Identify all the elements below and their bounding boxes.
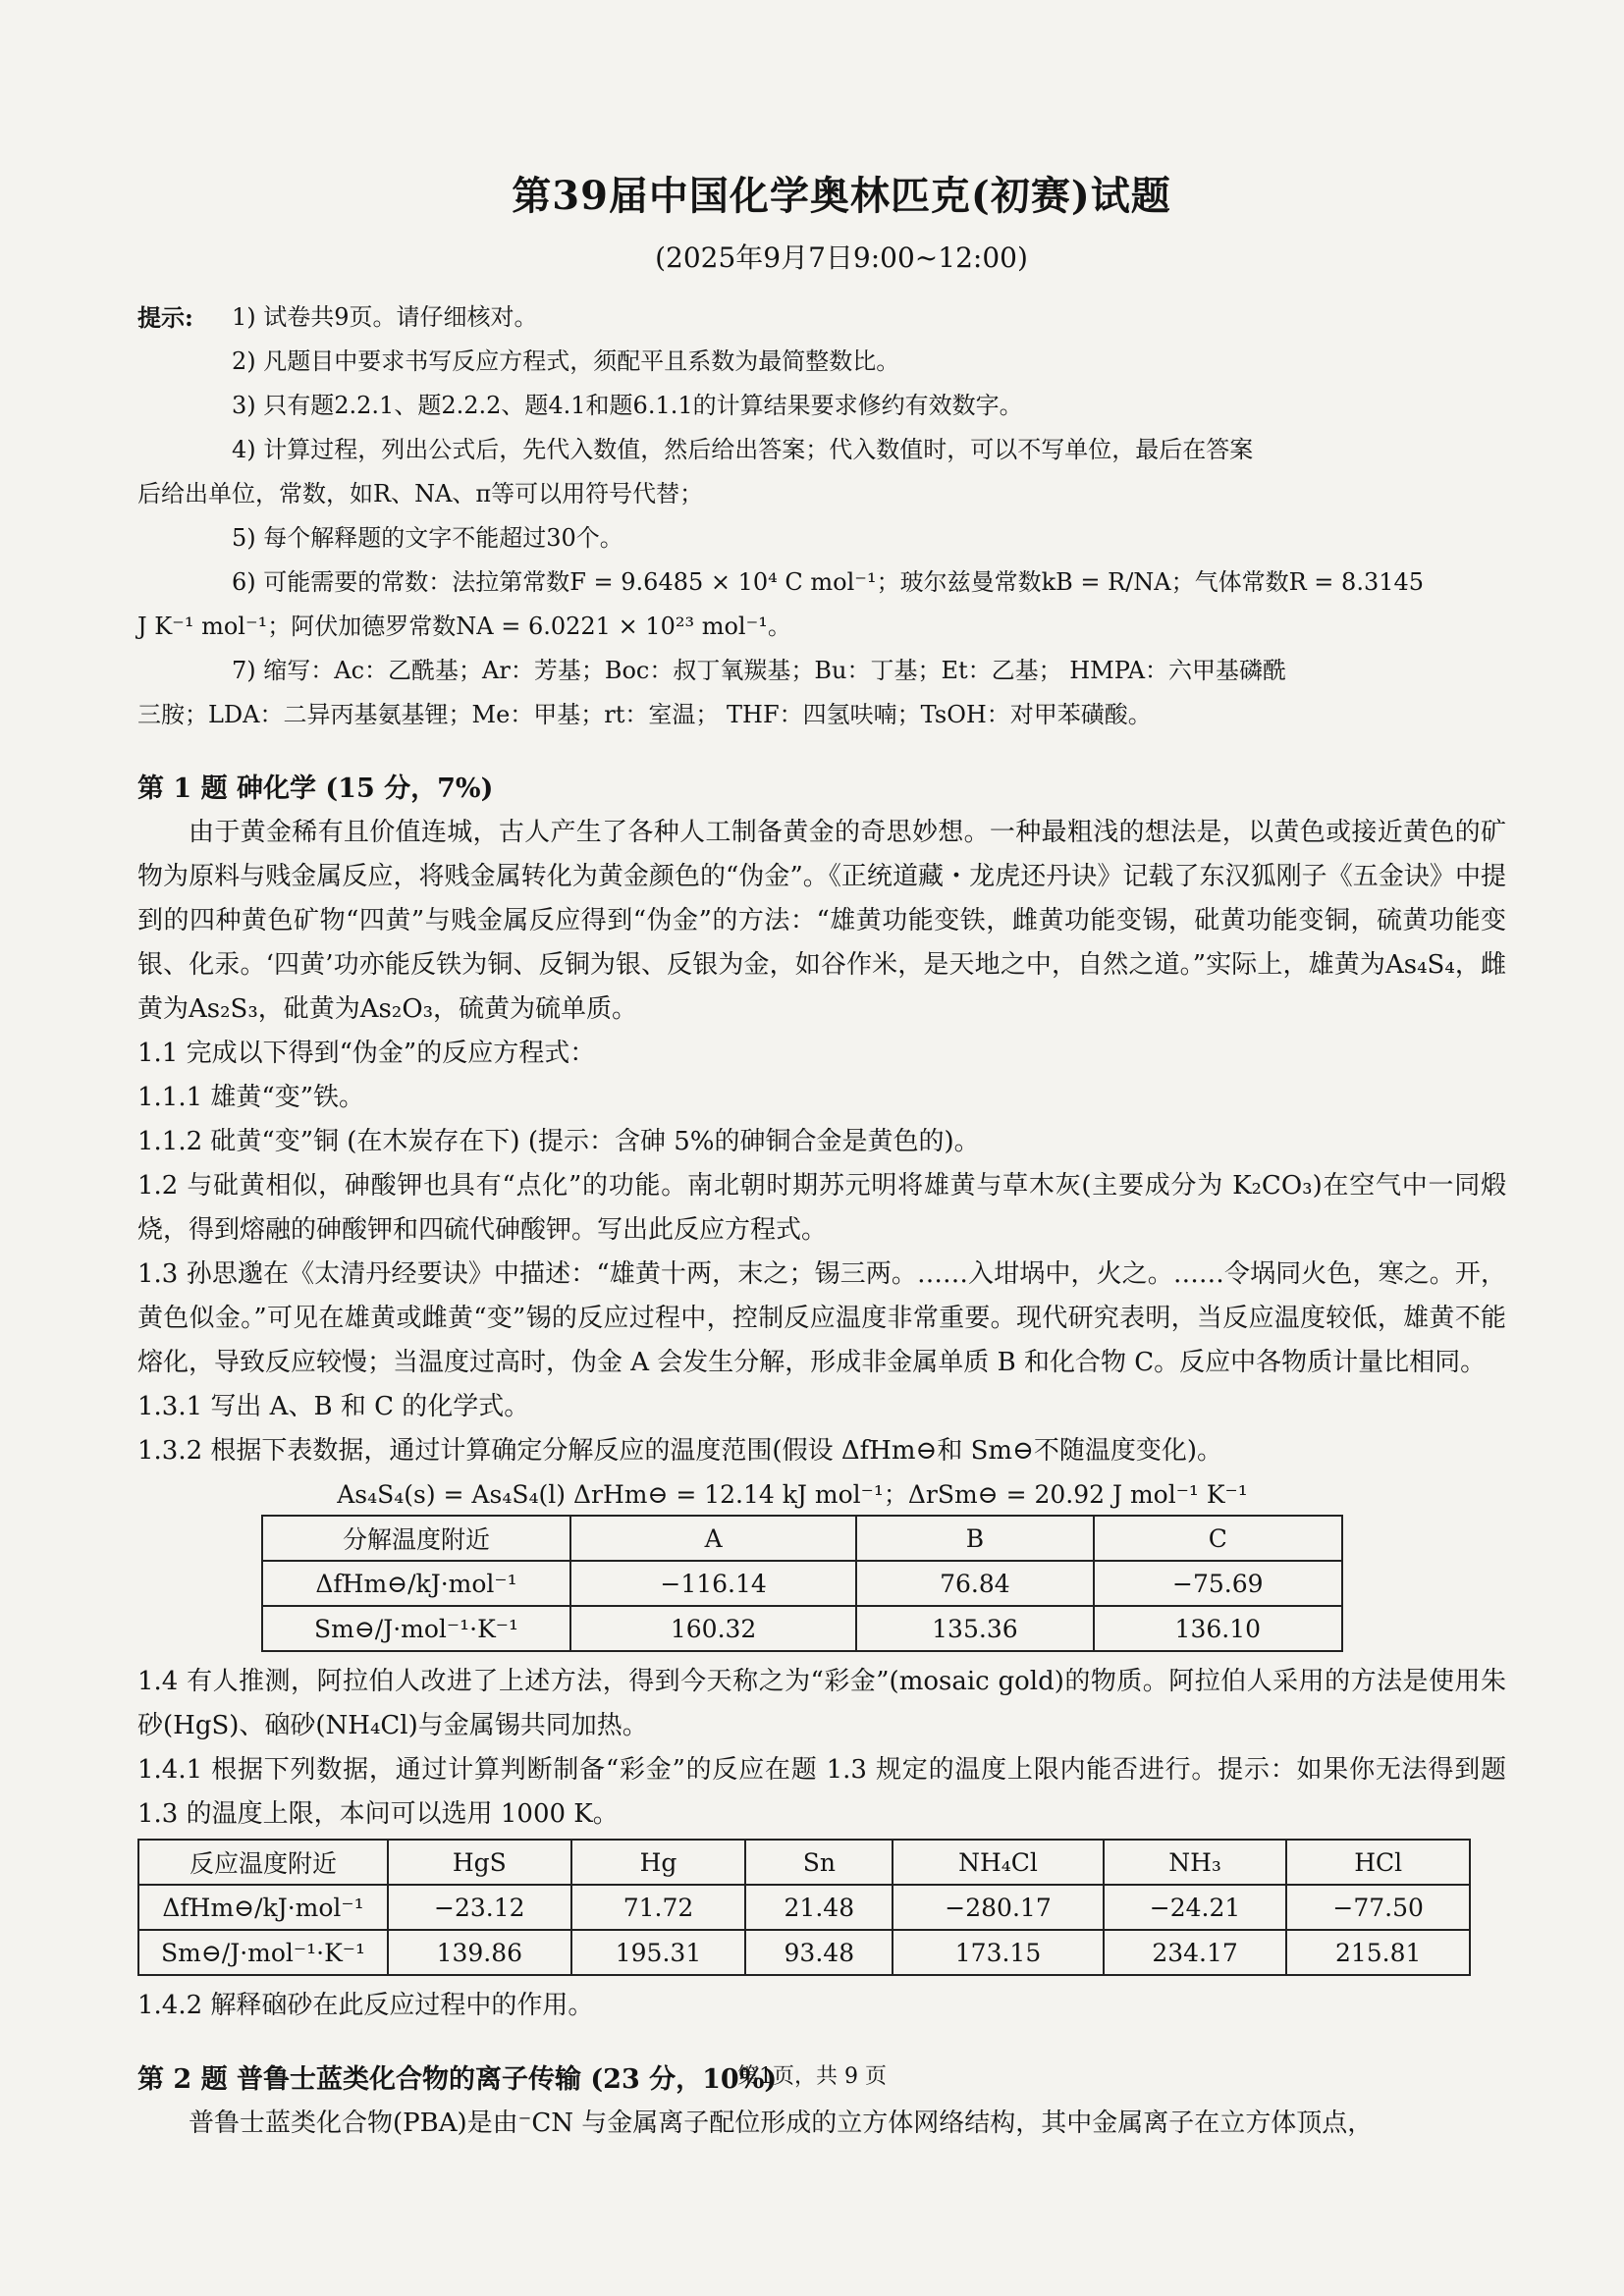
table-header-row	[262, 1516, 1342, 1561]
table-cell: 76.84	[856, 1561, 1093, 1606]
hint-item: 2) 凡题目中要求书写反应方程式，须配平且系数为最简整数比。	[232, 347, 900, 375]
table-cell: 234.17	[1104, 1930, 1287, 1975]
page-number: 第1页，共 9 页	[737, 2064, 887, 2089]
table-cell: ΔfHm⊖/kJ·mol⁻¹	[262, 1561, 570, 1606]
hint-item-continuation: J K⁻¹ mol⁻¹；阿伏加德罗常数NA = 6.0221 × 10²³ mol⁻¹。	[137, 613, 791, 640]
table-row	[138, 1930, 1470, 1975]
table-cell: 71.72	[571, 1885, 746, 1930]
table-cell: −24.21	[1104, 1885, 1287, 1930]
hint-item: 7) 缩写：Ac：乙酰基；Ar：芳基；Boc：叔丁氧羰基；Bu：丁基；Et：乙基； HMPA：六甲基磷酰	[232, 657, 1287, 684]
question-1-4: 1.4 有人推测，阿拉伯人改进了上述方法，得到今天称之为“彩金”(mosaic gold)的物质。阿拉伯人采用的方法是使用朱砂(HgS)、硇砂(NH₄Cl)与金属锡共同加热。	[137, 1667, 1506, 1740]
table-header-cell: HCl	[1286, 1840, 1470, 1885]
table-cell: Sm⊖/J·mol⁻¹·K⁻¹	[262, 1606, 570, 1651]
question-2-intro: 普鲁士蓝类化合物(PBA)是由⁻CN 与金属离子配位形成的立方体网络结构，其中金属离子在立方体顶点，	[189, 2109, 1374, 2138]
table-cell: 135.36	[856, 1606, 1093, 1651]
table-cell: ΔfHm⊖/kJ·mol⁻¹	[138, 1885, 388, 1930]
question-1-1-2: 1.1.2 砒黄“变”铜 (在木炭存在下) (提示：含砷 5%的砷铜合金是黄色的)。	[137, 1127, 980, 1156]
reaction-equation: As₄S₄(s) = As₄S₄(l) ΔrHm⊖ = 12.14 kJ mol⁻¹；ΔrSm⊖ = 20.92 J mol⁻¹ K⁻¹	[337, 1480, 1248, 1509]
hint-item: 4) 计算过程，列出公式后，先代入数值，然后给出答案；代入数值时，可以不写单位，最后在答案	[232, 436, 1254, 463]
hint-item-continuation: 后给出单位，常数，如R、NA、π等可以用符号代替；	[137, 480, 704, 507]
table-header-cell: Hg	[571, 1840, 746, 1885]
table-cell: 139.86	[388, 1930, 571, 1975]
reaction-data-table	[137, 1839, 1471, 1976]
table-cell: 160.32	[570, 1606, 856, 1651]
table-row	[262, 1561, 1342, 1606]
question-1-title: 第 1 题 砷化学 (15 分，7%)	[137, 774, 494, 804]
hint-item: 3) 只有题2.2.1、题2.2.2、题4.1和题6.1.1的计算结果要求修约有效数字。	[232, 392, 1023, 419]
question-1-4-2: 1.4.2 解释硇砂在此反应过程中的作用。	[137, 1991, 594, 2020]
table-header-row	[138, 1840, 1470, 1885]
table-cell: −77.50	[1286, 1885, 1470, 1930]
question-1-3-2: 1.3.2 根据下表数据，通过计算确定分解反应的温度范围(假设 ΔfHm⊖和 Sm⊖不随温度变化)。	[137, 1436, 1223, 1466]
table-header-cell: Sn	[745, 1840, 893, 1885]
question-1-3: 1.3 孙思邈在《太清丹经要诀》中描述：“雄黄十两，末之；锡三两。……入坩埚中，火之。……令埚同火色，寒之。开，黄色似金。”可见在雄黄或雌黄“变”锡的反应过程中，控制反应温度非常重要。现代研究表明，当反应温度较低，雄黄不能熔化，导致反应较慢；当温度过高时，伪金 A 会发生分解，形成非金属单质 B 和化合物 C。反应中各物质计量比相同。	[137, 1259, 1506, 1377]
table-header-cell: A	[570, 1516, 856, 1561]
table-header-cell: C	[1094, 1516, 1342, 1561]
table-cell: −23.12	[388, 1885, 571, 1930]
table-cell: 195.31	[571, 1930, 746, 1975]
hint-item: 5) 每个解释题的文字不能超过30个。	[232, 524, 623, 552]
hints-label: 提示:	[137, 303, 193, 332]
exam-title: 第39届中国化学奥林匹克(初赛)试题	[512, 173, 1171, 219]
table-header-cell: 反应温度附近	[138, 1840, 388, 1885]
question-1-1-1: 1.1.1 雄黄“变”铁。	[137, 1083, 365, 1112]
table-cell: 215.81	[1286, 1930, 1470, 1975]
table-cell: −75.69	[1094, 1561, 1342, 1606]
hint-item: 1) 试卷共9页。请仔细核对。	[232, 303, 538, 331]
table-cell: 173.15	[893, 1930, 1103, 1975]
table-cell: 93.48	[745, 1930, 893, 1975]
table-cell: −116.14	[570, 1561, 856, 1606]
hint-item-continuation: 三胺；LDA：二异丙基氨基锂；Me：甲基；rt：室温； THF：四氢呋喃；TsOH：对甲苯磺酸。	[137, 701, 1152, 728]
question-1-intro: 由于黄金稀有且价值连城，古人产生了各种人工制备黄金的奇思妙想。一种最粗浅的想法是，以黄色或接近黄色的矿物为原料与贱金属反应，将贱金属转化为黄金颜色的“伪金”。《正统道藏・龙虎还丹诀》记载了东汉狐刚子《五金诀》中提到的四种黄色矿物“四黄”与贱金属反应得到“伪金”的方法：“雄黄功能变铁，雌黄功能变锡，砒黄功能变铜，硫黄功能变银、化汞。‘四黄’功亦能反铁为铜、反铜为银、反银为金，如谷作米，是天地之中，自然之道。”实际上，雄黄为As₄S₄，雌黄为As₂S₃，砒黄为As₂O₃，硫黄为硫单质。	[137, 818, 1506, 1024]
hint-item: 6) 可能需要的常数：法拉第常数F = 9.6485 × 10⁴ C mol⁻¹；玻尔兹曼常数kB = R/NA；气体常数R = 8.3145	[232, 568, 1425, 596]
question-2-title: 第 2 题 普鲁士蓝类化合物的离子传输 (23 分，10%)	[137, 2064, 778, 2095]
hints-block	[137, 295, 1506, 737]
table-cell: Sm⊖/J·mol⁻¹·K⁻¹	[138, 1930, 388, 1975]
exam-date: (2025年9月7日9:00~12:00)	[655, 241, 1028, 274]
table-header-cell: NH₃	[1104, 1840, 1287, 1885]
decomposition-data-table	[261, 1515, 1343, 1652]
question-1-3-1: 1.3.1 写出 A、B 和 C 的化学式。	[137, 1392, 530, 1421]
table-header-cell: 分解温度附近	[262, 1516, 570, 1561]
table-header-cell: HgS	[388, 1840, 571, 1885]
table-header-cell: NH₄Cl	[893, 1840, 1103, 1885]
table-row	[262, 1606, 1342, 1651]
table-cell: 136.10	[1094, 1606, 1342, 1651]
table-cell: 21.48	[745, 1885, 893, 1930]
table-cell: −280.17	[893, 1885, 1103, 1930]
question-1-1: 1.1 完成以下得到“伪金”的反应方程式：	[137, 1039, 596, 1068]
question-1-2: 1.2 与砒黄相似，砷酸钾也具有“点化”的功能。南北朝时期苏元明将雄黄与草木灰(主要成分为 K₂CO₃)在空气中一同煅烧，得到熔融的砷酸钾和四硫代砷酸钾。写出此反应方程式。	[137, 1171, 1506, 1245]
hint-row-1	[137, 295, 1506, 340]
table-header-cell: B	[856, 1516, 1093, 1561]
question-1-4-1: 1.4.1 根据下列数据，通过计算判断制备“彩金”的反应在题 1.3 规定的温度上限内能否进行。提示：如果你无法得到题 1.3 的温度上限，本问可以选用 1000 K。	[137, 1755, 1506, 1829]
table-row	[138, 1885, 1470, 1930]
